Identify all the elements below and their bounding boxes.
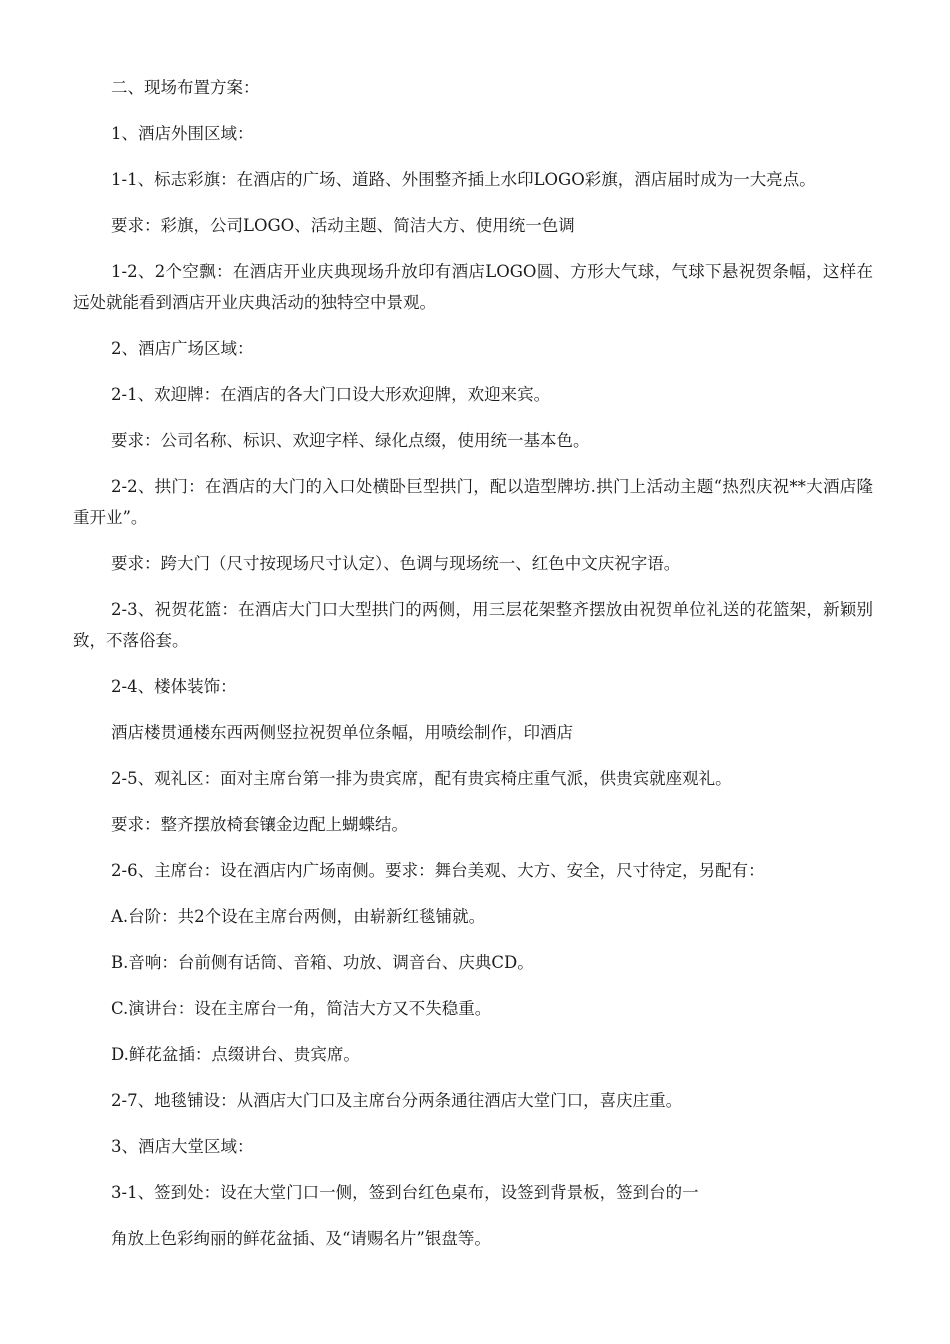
paragraph: 2-3、祝贺花篮：在酒店大门口大型拱门的两侧，用三层花架整齐摆放由祝贺单位礼送的花篮架，新颖别致，不落俗套。: [73, 600, 873, 650]
list-item: A.台阶：共2个设在主席台两侧，由崭新红毯铺就。: [111, 907, 486, 926]
paragraph: 2-1、欢迎牌：在酒店的各大门口设大形欢迎牌，欢迎来宾。: [111, 385, 551, 404]
paragraph: 要求：跨大门（尺寸按现场尺寸认定）、色调与现场统一、红色中文庆祝字语。: [111, 554, 681, 573]
paragraph: 3-1、签到处：设在大堂门口一侧，签到台红色桌布，设签到背景板，签到台的一: [111, 1183, 699, 1202]
paragraph: 2-2、拱门：在酒店的大门的入口处横卧巨型拱门，配以造型牌坊.拱门上活动主题“热烈庆祝**大酒店隆重开业”。: [73, 477, 873, 527]
paragraph: 2-5、观礼区：面对主席台第一排为贵宾席，配有贵宾椅庄重气派，供贵宾就座观礼。: [111, 769, 732, 788]
list-item: D.鲜花盆插：点缀讲台、贵宾席。: [111, 1045, 360, 1064]
subsection-heading: 2、酒店广场区域：: [111, 339, 254, 358]
paragraph: 2-7、地毯铺设：从酒店大门口及主席台分两条通往酒店大堂门口，喜庆庄重。: [111, 1091, 683, 1110]
paragraph: 要求：彩旗，公司LOGO、活动主题、简洁大方、使用统一色调: [111, 216, 575, 235]
list-item: C.演讲台：设在主席台一角，简洁大方又不失稳重。: [111, 999, 492, 1018]
paragraph: 要求：公司名称、标识、欢迎字样、绿化点缀，使用统一基本色。: [111, 431, 590, 450]
paragraph: 角放上色彩绚丽的鲜花盆插、及“请赐名片”银盘等。: [111, 1229, 491, 1248]
document-body: [73, 72, 873, 1269]
paragraph: 1-1、标志彩旗：在酒店的广场、道路、外围整齐插上水印LOGO彩旗，酒店届时成为一大亮点。: [111, 170, 816, 189]
paragraph: 2-6、主席台：设在酒店内广场南侧。要求：舞台美观、大方、安全，尺寸待定，另配有：: [111, 861, 765, 880]
subsection-heading: 1、酒店外围区域：: [111, 124, 254, 143]
paragraph: 酒店楼贯通楼东西两侧竖拉祝贺单位条幅，用喷绘制作，印酒店: [111, 723, 573, 742]
paragraph: 2-4、楼体装饰：: [111, 677, 237, 696]
section-heading: 二、现场布置方案：: [111, 78, 260, 97]
list-item: B.音响：台前侧有话筒、音箱、功放、调音台、庆典CD。: [111, 953, 534, 972]
paragraph: 1-2、2个空飘：在酒店开业庆典现场升放印有酒店LOGO圆、方形大气球，气球下悬祝贺条幅，这样在远处就能看到酒店开业庆典活动的独特空中景观。: [73, 262, 873, 312]
paragraph: 要求：整齐摆放椅套镶金边配上蝴蝶结。: [111, 815, 408, 834]
subsection-heading: 3、酒店大堂区域：: [111, 1137, 254, 1156]
